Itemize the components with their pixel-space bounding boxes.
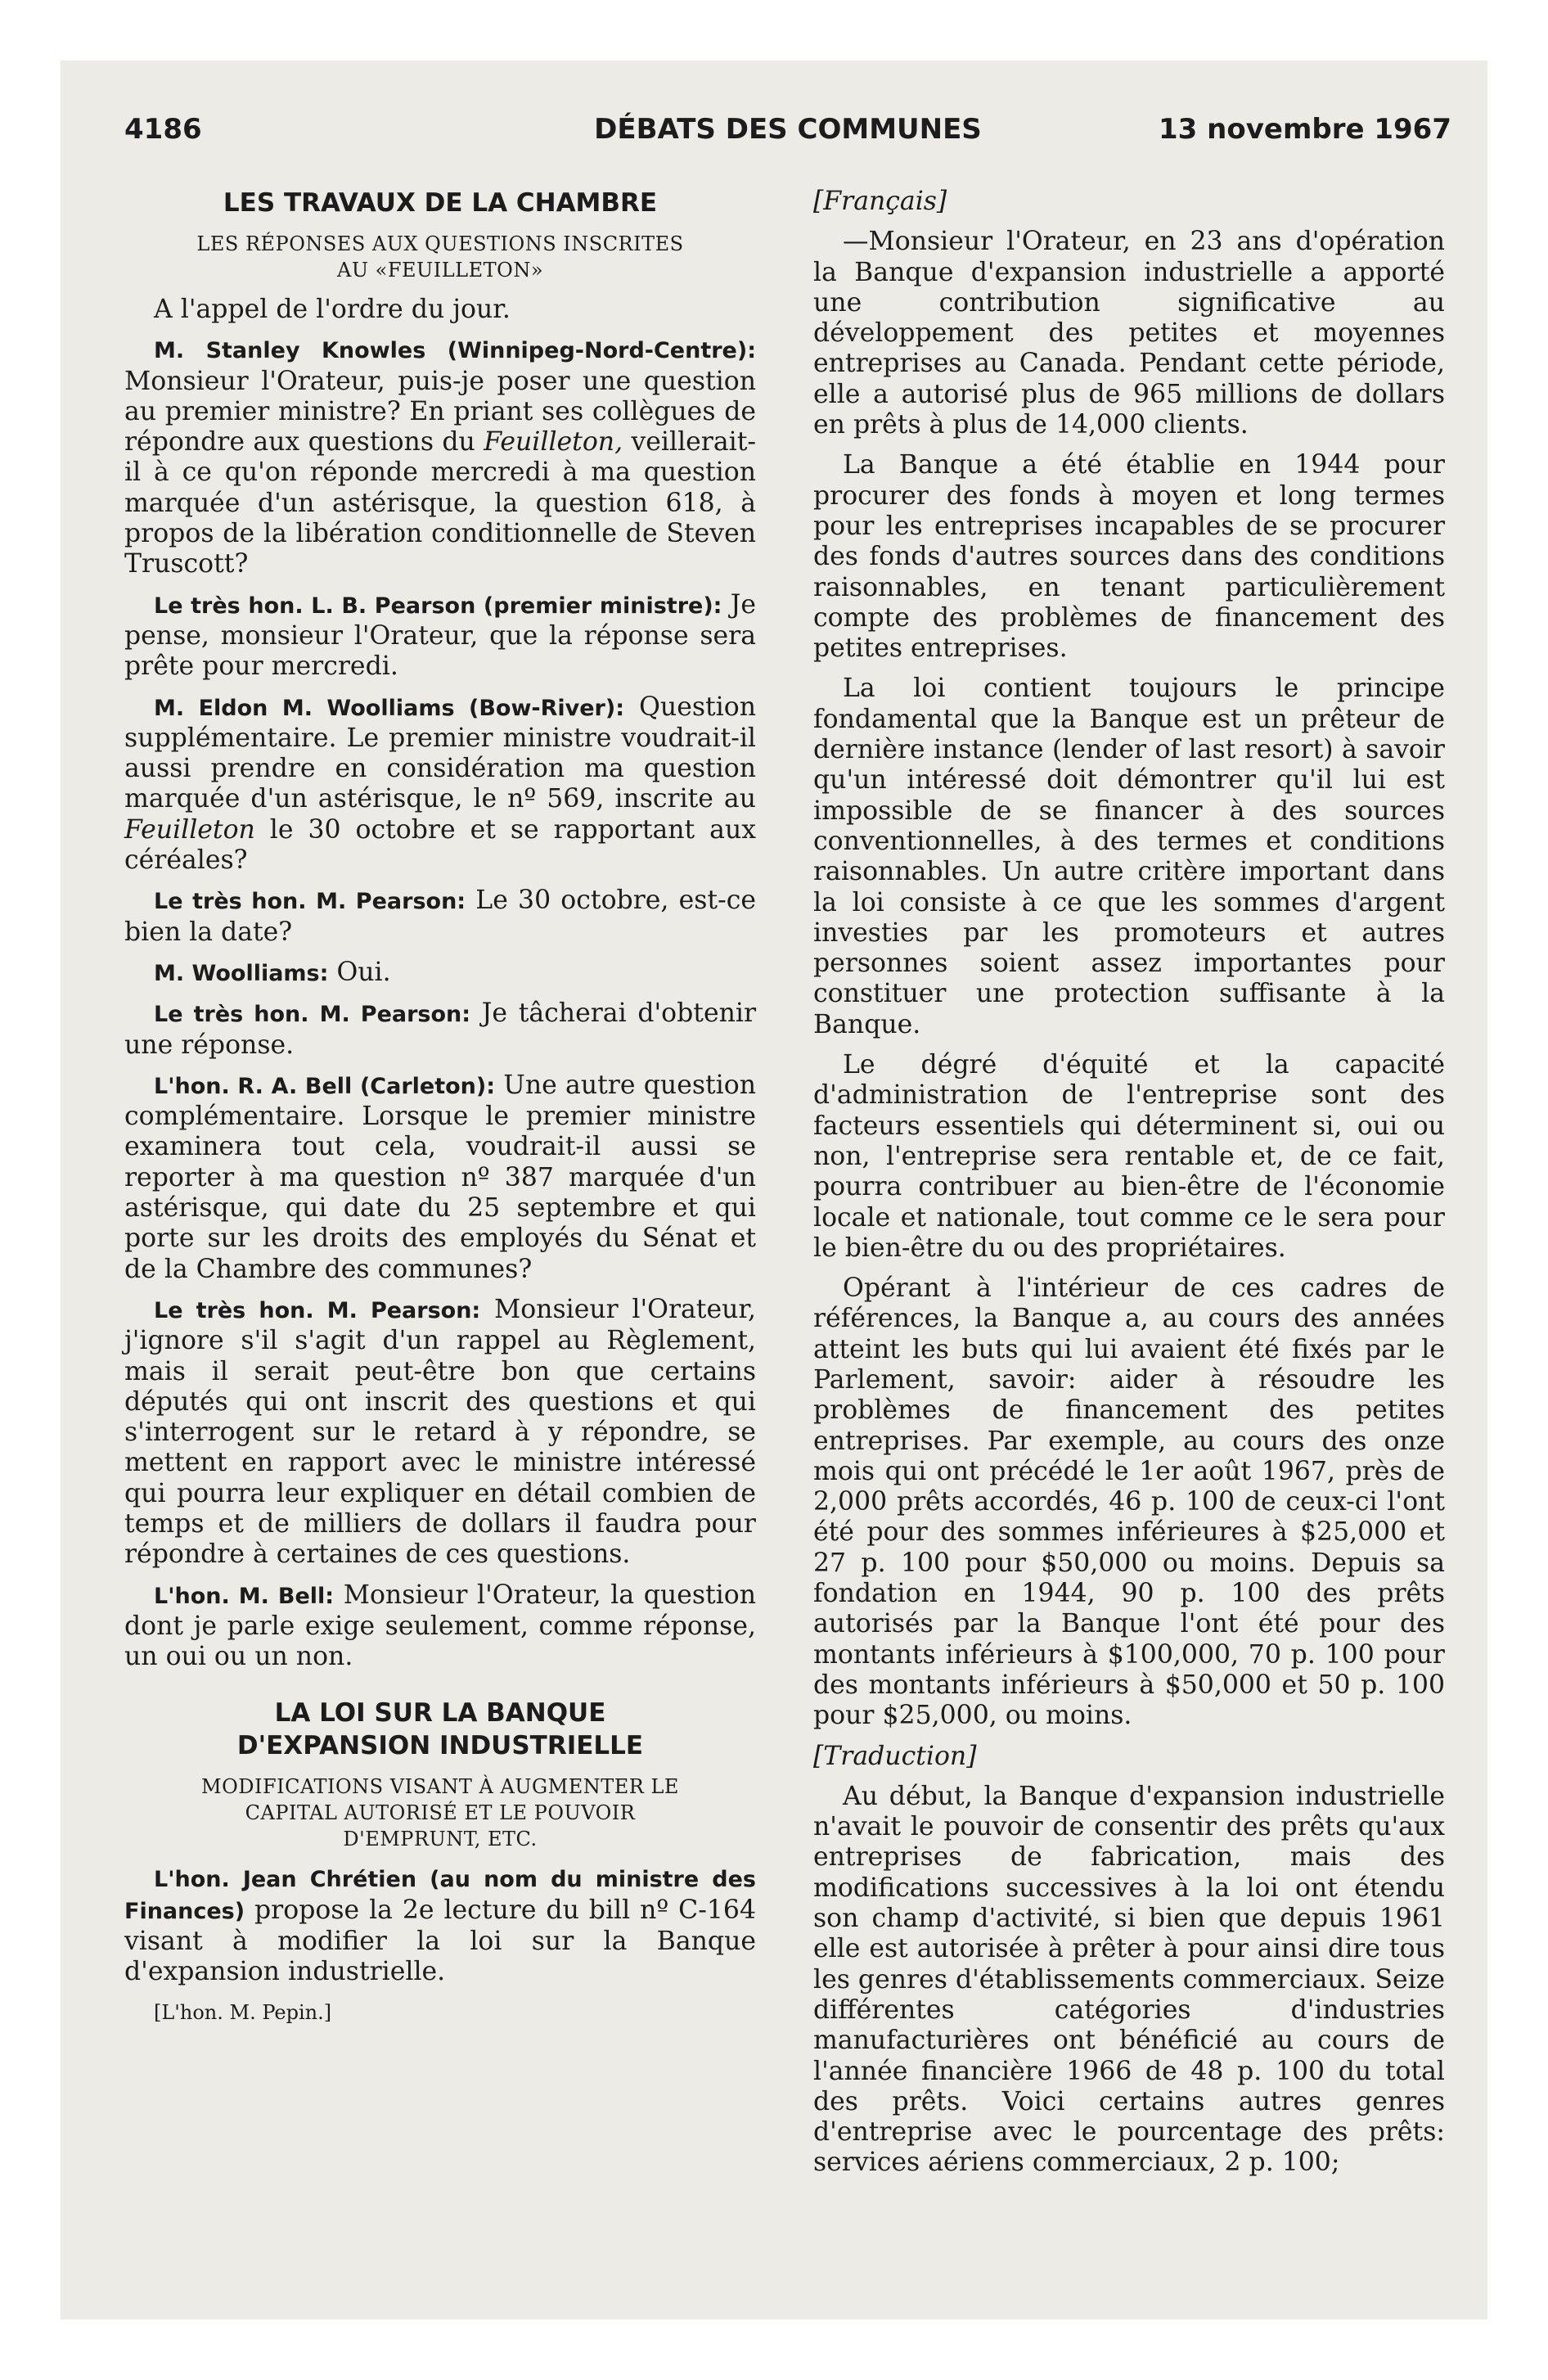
page-number: 4186 xyxy=(124,113,202,146)
speaker-name: Le très hon. M. Pearson: xyxy=(154,1297,481,1323)
paragraph: M. Stanley Knowles (Winnipeg-Nord-Centre): Monsieur l'Orateur, puis-je poser une question au premier ministre? En priant ses collègues de répondre aux questions du Feuilleton, veillerait-il à ce qu'on réponde mercredi à ma question marquée d'un astérisque, la question 618, à propos de la libération conditionnelle de Steven Truscott? xyxy=(124,338,756,579)
paragraph: Le très hon. L. B. Pearson (premier ministre): Je pense, monsieur l'Orateur, que la réponse sera prête pour mercredi. xyxy=(124,589,756,682)
paragraph: A l'appel de l'ordre du jour. xyxy=(154,295,511,324)
language-tag: [Français] xyxy=(813,187,947,216)
footnote: [L'hon. M. Pepin.] xyxy=(154,2000,332,2024)
paragraph: Au début, la Banque d'expansion industrielle n'avait le pouvoir de consentir des prêts qu'aux entreprises de fabrication, mais des modifications successives à la loi ont étendu son champ d'activité, si bien que depuis 1961 elle est autorisée à prêter à pour ainsi dire tous les genres d'établissements commerciaux. Seize différentes catégories d'industries manufacturières ont bénéficié au cours de l'année financière 1966 de 48 p. 100 du total des prêts. Voici certains autres genres d'entreprise avec le pourcentage des prêts: services aériens commerciaux, 2 p. 100; xyxy=(813,1781,1445,2178)
paragraph: Opérant à l'intérieur de ces cadres de références, la Banque a, au cours des années atteint les buts qui lui avaient été fixés par le Parlement, savoir: aider à résoudre les problèmes de financement des petites entreprises. Par exemple, au cours des onze mois qui ont précédé le 1er août 1967, près de 2,000 prêts accordés, 46 p. 100 de ceux-ci l'ont été pour des sommes inférieures à $25,000 et 27 p. 100 pour $50,000 ou moins. Depuis sa fondation en 1944, 90 p. 100 des prêts autorisés par la Banque l'ont été pour des montants inférieurs à $100,000, 70 p. 100 pour des montants inférieurs à $50,000 et 50 p. 100 pour $25,000, ou moins. xyxy=(813,1273,1445,1731)
section-heading: LA LOI SUR LA BANQUE D'EXPANSION INDUSTRIELLE xyxy=(236,1698,644,1761)
speaker-name: L'hon. R. A. Bell (Carleton): xyxy=(154,1073,496,1099)
paragraph: Le très hon. M. Pearson: Le 30 octobre, est-ce bien la date? xyxy=(124,886,756,947)
speaker-name: Le très hon. L. B. Pearson (premier ministre): xyxy=(154,593,722,619)
paragraph: Le très hon. M. Pearson: Monsieur l'Orateur, j'ignore s'il s'agit d'un rappel au Règlement, mais il serait peut-être bon que certains députés qui ont inscrit des questions et qui s'interrogent sur le retard à y répondre, se mettent en rapport avec le ministre intéressé qui pourra leur expliquer en détail combien de temps et de milliers de dollars il faudra pour répondre à certaines de ces questions. xyxy=(124,1294,756,1570)
paragraph: La loi contient toujours le principe fondamental que la Banque est un prêteur de dernière instance (lender of last resort) à savoir qu'un intéressé doit démontrer qu'il lui est impossible de se financer à des sources conventionnelles, à des termes et conditions raisonnables. Un autre critère important dans la loi consiste à ce que les sommes d'argent investies par les promoteurs et autres personnes soient assez importantes pour constituer une protection suffisante à la Banque. xyxy=(813,674,1445,1039)
speaker-name: L'hon. Jean Chrétien (au nom du ministre des Finances) xyxy=(124,1867,756,1924)
speaker-name: M. Eldon M. Woolliams (Bow-River): xyxy=(154,695,625,721)
language-tag: [Traduction] xyxy=(813,1741,977,1771)
paragraph: M. Eldon M. Woolliams (Bow-River): Question supplémentaire. Le premier ministre voudrait-il aussi prendre en considération ma question marquée d'un astérisque, le nº 569, inscrite au Feuilleton le 30 octobre et se rapportant aux céréales? xyxy=(124,692,756,876)
right-column xyxy=(813,187,1445,2188)
page-header xyxy=(124,113,1451,162)
paragraph: La Banque a été établie en 1944 pour procurer des fonds à moyen et long termes pour les entreprises incapables de se procurer des fonds d'autres sources dans des conditions raisonnables, en tenant particulièrement compte des problèmes de financement des petites entreprises. xyxy=(813,450,1445,664)
speaker-name: M. Woolliams: xyxy=(154,960,329,986)
speaker-name: Le très hon. M. Pearson: xyxy=(154,889,466,915)
speaker-name: Le très hon. M. Pearson: xyxy=(154,1002,471,1028)
header-date: 13 novembre 1967 xyxy=(1159,113,1451,146)
paragraph: —Monsieur l'Orateur, en 23 ans d'opération la Banque d'expansion industrielle a apporté une contribution significative au développement des petites et moyennes entreprises au Canada. Pendant cette période, elle a autorisé plus de 965 millions de dollars en prêts à plus de 14,000 clients. xyxy=(813,227,1445,440)
speaker-name: M. Stanley Knowles (Winnipeg-Nord-Centre): xyxy=(154,338,756,364)
paragraph: L'hon. Jean Chrétien (au nom du ministre des Finances) propose la 2e lecture du bill nº C-164 visant à modifier la loi sur la Banque d'expansion industrielle. xyxy=(124,1867,756,1987)
paragraph: L'hon. M. Bell: Monsieur l'Orateur, la question dont je parle exige seulement, comme réponse, un oui ou un non. xyxy=(124,1580,757,1672)
paragraph: Le dégré d'équité et la capacité d'administration de l'entreprise sont des facteurs essentiels qui déterminent si, oui ou non, l'entreprise sera rentable et, de ce fait, pourra contribuer au bien-être de l'économie locale et nationale, tout comme ce le sera pour le bien-être du ou des propriétaires. xyxy=(813,1050,1445,1263)
paragraph: L'hon. R. A. Bell (Carleton): Une autre question complémentaire. Lorsque le premier ministre examinera tout cela, voudrait-il aussi se reporter à ma question nº 387 marquée d'un astérisque, qui date du 25 septembre et qui porte sur les droits des employés du Sénat et de la Chambre des communes? xyxy=(124,1070,756,1284)
left-column xyxy=(124,187,756,2038)
paragraph: M. Woolliams: Oui. xyxy=(154,957,391,987)
section-subheading: LES RÉPONSES AUX QUESTIONS INSCRITES AU «FEUILLETON» xyxy=(196,232,684,282)
section-heading: LES TRAVAUX DE LA CHAMBRE xyxy=(223,188,658,218)
paragraph: Le très hon. M. Pearson: Je tâcherai d'obtenir une réponse. xyxy=(124,998,757,1060)
speaker-name: L'hon. M. Bell: xyxy=(154,1583,335,1609)
section-subheading: MODIFICATIONS VISANT À AUGMENTER LE CAPITAL AUTORISÉ ET LE POUVOIR D'EMPRUNT, ETC. xyxy=(201,1775,679,1851)
running-title: DÉBATS DES COMMUNES xyxy=(594,113,982,146)
